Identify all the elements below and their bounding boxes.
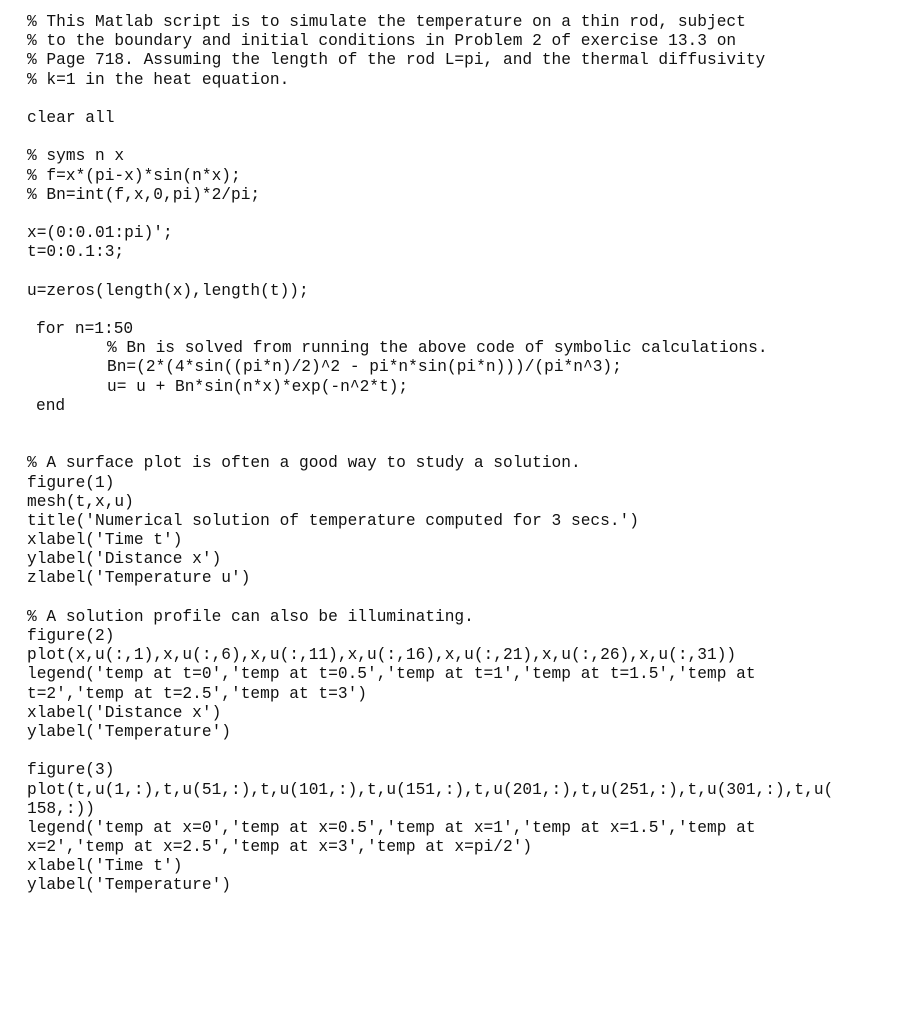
code-line: 158,:)) — [27, 799, 95, 818]
code-line: ylabel('Temperature') — [27, 722, 231, 741]
init-statement: u=zeros(length(x),length(t)); — [27, 281, 309, 300]
comment-line: % k=1 in the heat equation. — [27, 70, 290, 89]
code-line: mesh(t,x,u) — [27, 492, 134, 511]
for-loop-block — [27, 320, 897, 416]
blank-line — [27, 205, 897, 224]
code-line: plot(x,u(:,1),x,u(:,6),x,u(:,11),x,u(:,16),x,u(:,21),x,u(:,26),x,u(:,31)) — [27, 646, 737, 665]
blank-line — [27, 416, 897, 435]
loop-body-line: u= u + Bn*sin(n*x)*exp(-n^2*t); — [107, 377, 409, 396]
for-statement: for n=1:50 — [36, 320, 134, 338]
loop-body-line: Bn=(2*(4*sin((pi*n)/2)^2 - pi*n*sin(pi*n)))/(pi*n^3); — [107, 358, 622, 377]
symbolic-comment-block — [27, 147, 897, 205]
header-comment-block — [27, 13, 897, 90]
code-line: legend('temp at x=0','temp at x=0.5','temp at x=1','temp at x=1.5','temp at — [27, 818, 756, 837]
blank-line — [27, 128, 897, 147]
comment-line: % Page 718. Assuming the length of the rod L=pi, and the thermal diffusivity — [27, 51, 766, 70]
code-line: t=0:0.1:3; — [27, 243, 125, 262]
code-line: % A surface plot is often a good way to study a solution. — [27, 454, 581, 473]
figure2-block — [27, 608, 897, 742]
code-line: figure(2) — [27, 627, 115, 645]
blank-line — [27, 742, 897, 761]
code-line: % Bn=int(f,x,0,pi)*2/pi; — [27, 185, 261, 204]
code-line: legend('temp at t=0','temp at t=0.5','temp at t=1','temp at t=1.5','temp at — [27, 665, 756, 684]
end-statement: end — [36, 396, 66, 415]
blank-line — [27, 435, 897, 454]
code-line: % A solution profile can also be illuminating. — [27, 607, 474, 626]
code-line: x=(0:0.01:pi)'; — [27, 224, 173, 243]
blank-line — [27, 301, 897, 320]
loop-body-line: % Bn is solved from running the above code of symbolic calculations. — [107, 339, 768, 358]
blank-line — [27, 589, 897, 608]
code-line: ylabel('Distance x') — [27, 550, 222, 569]
blank-line — [27, 262, 897, 281]
code-line: xlabel('Time t') — [27, 857, 183, 876]
code-line: title('Numerical solution of temperature computed for 3 secs.') — [27, 511, 639, 530]
code-line: t=2','temp at t=2.5','temp at t=3') — [27, 684, 367, 703]
code-line: % syms n x — [27, 147, 125, 166]
code-line: ylabel('Temperature') — [27, 876, 231, 895]
code-line: figure(3) — [27, 761, 115, 780]
figure1-block — [27, 454, 897, 588]
code-line: figure(1) — [27, 473, 115, 492]
blank-line — [27, 90, 897, 109]
clear-statement: clear all — [27, 108, 115, 127]
matlab-script — [27, 13, 897, 896]
code-line: zlabel('Temperature u') — [27, 569, 251, 588]
code-line: xlabel('Time t') — [27, 531, 183, 550]
grid-definition-block — [27, 224, 897, 262]
figure3-block — [27, 761, 897, 895]
code-line: x=2','temp at x=2.5','temp at x=3','temp at x=pi/2') — [27, 838, 533, 857]
code-line: % f=x*(pi-x)*sin(n*x); — [27, 166, 241, 185]
code-line: plot(t,u(1,:),t,u(51,:),t,u(101,:),t,u(151,:),t,u(201,:),t,u(251,:),t,u(301,:),t,u( — [27, 780, 834, 799]
code-line: xlabel('Distance x') — [27, 703, 222, 722]
comment-line: % This Matlab script is to simulate the temperature on a thin rod, subject — [27, 13, 746, 31]
comment-line: % to the boundary and initial conditions in Problem 2 of exercise 13.3 on — [27, 32, 737, 51]
